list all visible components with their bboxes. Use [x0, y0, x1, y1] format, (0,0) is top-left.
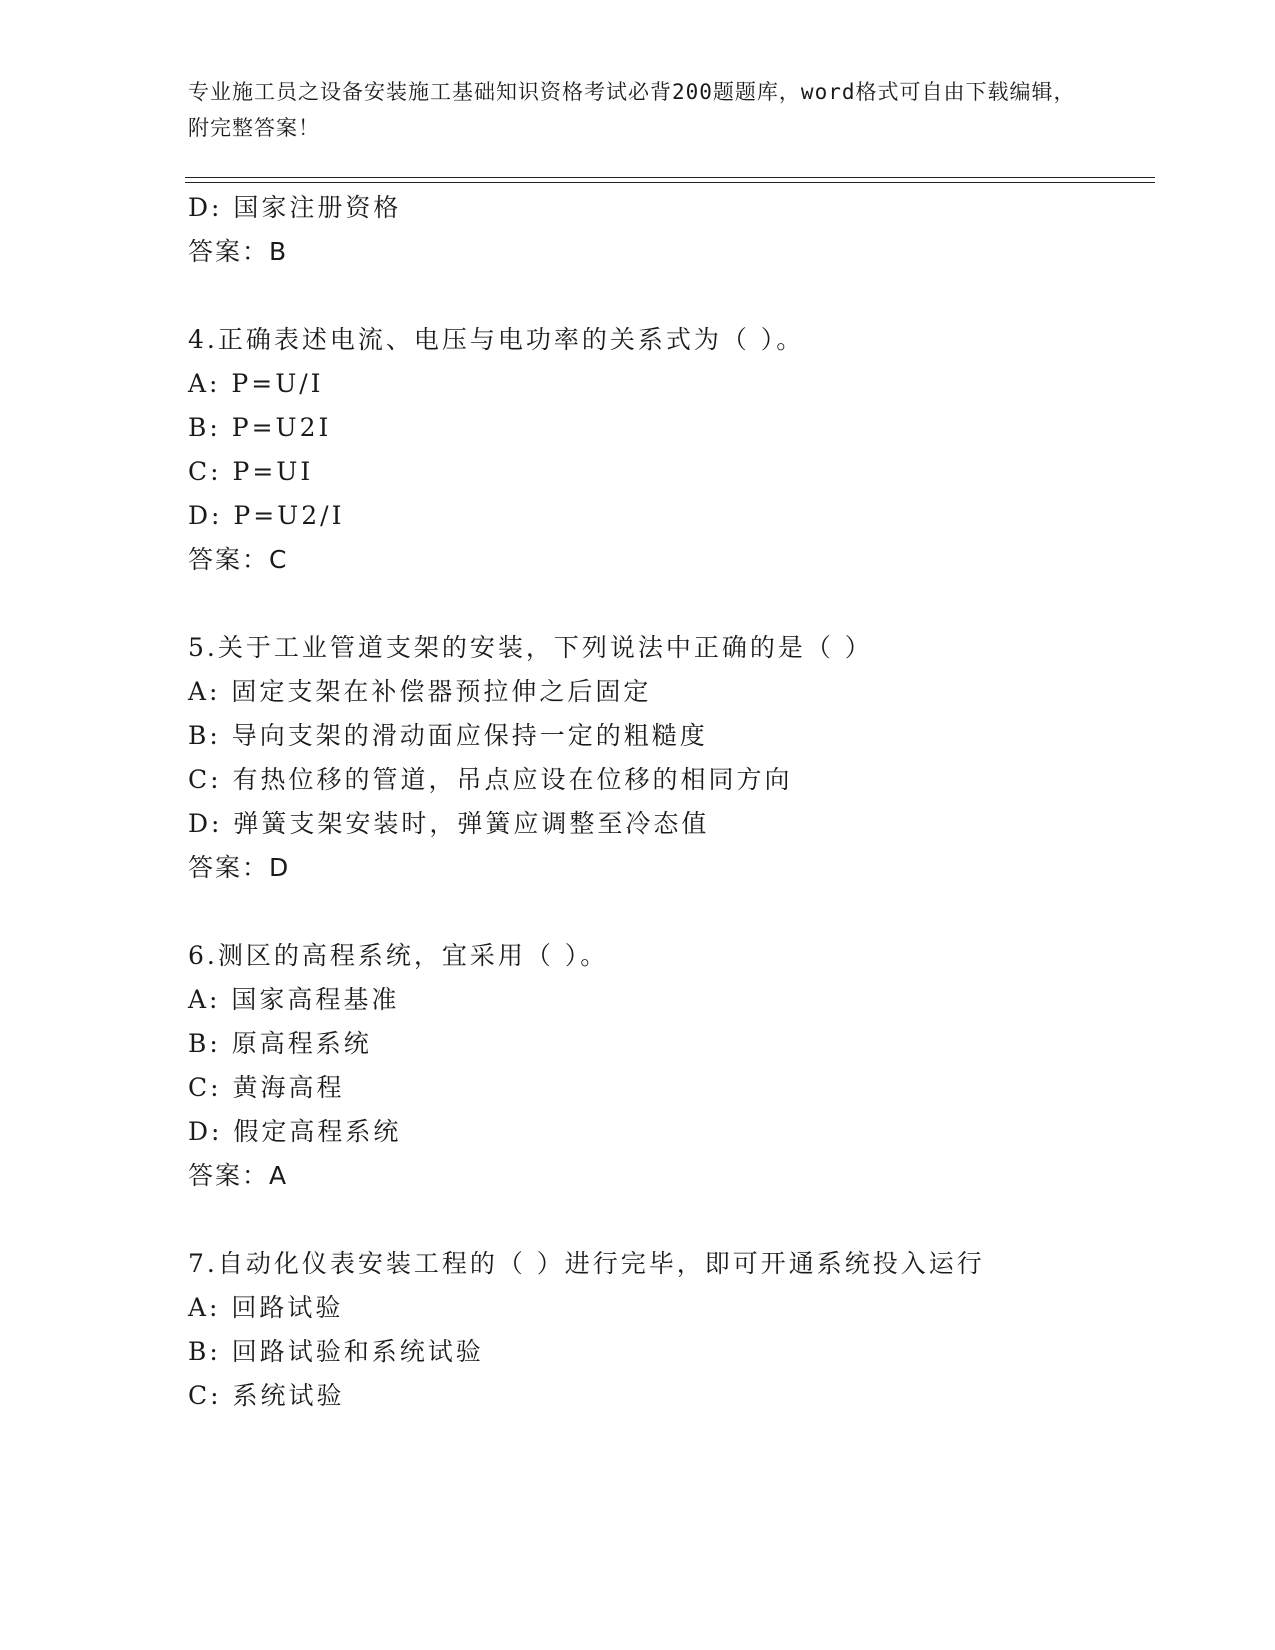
question-7-option-a: A: 回路试验 — [188, 1293, 344, 1322]
question-5-option-d: D: 弹簧支架安装时，弹簧应调整至冷态值 — [188, 809, 710, 838]
question-5-answer: 答案：D — [188, 853, 291, 882]
question-6-option-b: B: 原高程系统 — [188, 1029, 372, 1058]
question-7-stem: 7.自动化仪表安装工程的（ ）进行完毕，即可开通系统投入运行 — [188, 1249, 985, 1278]
question-5-option-c: C: 有热位移的管道，吊点应设在位移的相同方向 — [188, 765, 793, 794]
question-6-option-d: D: 假定高程系统 — [188, 1117, 402, 1146]
prev-option-d: D: 国家注册资格 — [188, 193, 402, 222]
question-5-option-a: A: 固定支架在补偿器预拉伸之后固定 — [188, 677, 652, 706]
question-7-option-c: C: 系统试验 — [188, 1381, 345, 1410]
question-4-option-d: D: P=U2/I — [188, 501, 345, 530]
document-header: 专业施工员之设备安装施工基础知识资格考试必背200题题库，word格式可自由下载编辑，附完整答案！ — [188, 80, 1076, 140]
header-divider-bottom — [185, 182, 1155, 183]
question-5-stem: 5.关于工业管道支架的安装，下列说法中正确的是（ ） — [188, 633, 873, 662]
question-4-option-a: A: P=U/I — [188, 369, 324, 398]
question-6-option-c: C: 黄海高程 — [188, 1073, 345, 1102]
question-7-option-b: B: 回路试验和系统试验 — [188, 1337, 484, 1366]
question-5-option-b: B: 导向支架的滑动面应保持一定的粗糙度 — [188, 721, 708, 750]
prev-answer: 答案：B — [188, 237, 289, 266]
question-4-option-c: C: P=UI — [188, 457, 314, 486]
question-4-answer: 答案：C — [188, 545, 289, 574]
header-divider-top — [185, 177, 1155, 178]
question-6-option-a: A: 国家高程基准 — [188, 985, 400, 1014]
question-4-option-b: B: P=U2I — [188, 413, 332, 442]
question-6-stem: 6.测区的高程系统，宜采用（ ）。 — [188, 941, 609, 970]
question-4-stem: 4.正确表述电流、电压与电功率的关系式为（ ）。 — [188, 325, 805, 354]
question-6-answer: 答案：A — [188, 1161, 289, 1190]
